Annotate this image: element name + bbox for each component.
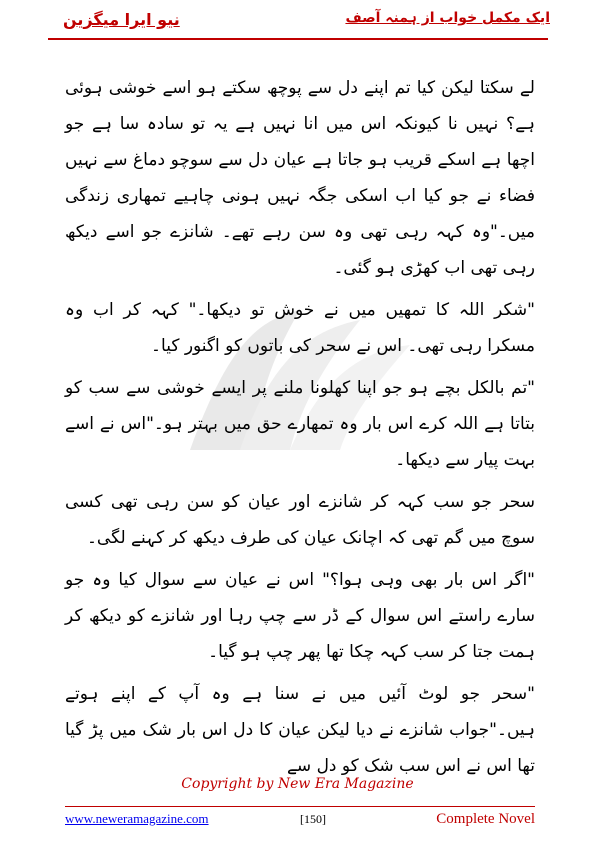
paragraph: "تم بالکل بچے ہو جو اپنا کھلونا ملنے پر ایسے خوشی سے سب کو بتاتا ہے اللہ کرے اس بار وہ تمھارے حق میں بہتر ہو۔"اس نے اسے بہت پیار سے دیکھا۔ (65, 378, 535, 470)
footer-label: Complete Novel (436, 811, 535, 827)
article-body (65, 70, 535, 776)
website-link[interactable]: www.neweramagazine.com (65, 811, 209, 826)
paragraph: "شکر اللہ کا تمھیں میں نے خوش تو دیکھا۔" کہہ کر اب وہ مسکرا رہی تھی۔ اس نے سحر کی باتوں کو اگنور کیا۔ (65, 300, 535, 356)
page-footer (65, 811, 535, 831)
magazine-name: نیو ایرا میگزین (63, 10, 180, 29)
paragraph: "سحر جو لوٹ آئیں میں نے سنا ہے وہ آپ کے اپنے ہوتے ہیں۔"جواب شانزے نے دیا لیکن عیان کا دل اس بار شک میں پڑ گیا تھا اس نے اس سب شک کو دل سے (65, 684, 535, 776)
paragraph: سحر جو سب کہہ کر شانزے اور عیان کو سن رہی تھی کسی سوچ میں گم تھی کہ اچانک عیان کی طرف دیکھ کر کہنے لگی۔ (65, 492, 535, 548)
header-divider (48, 38, 548, 40)
paragraph: لے سکتا لیکن کیا تم اپنے دل سے پوچھ سکتے ہو اسے خوشی ہوئی ہے؟ نہیں نا کیونکہ اس میں انا نہیں ہے یہ تو سادہ سا ہے جو اچھا ہے اسکے قریب ہو جاتا ہے عیان دل سے سوچو دماغ سے نہیں فضاء نے جو کیا اب اسکی جگہ نہیں ہونی چاہیے تمھاری زندگی میں۔"وہ کہہ رہی تھی وہ سن رہے تھے۔ شانزے جو اسے دیکھ رہی تھی اب کھڑی ہو گئی۔ (65, 78, 535, 278)
paragraph: "اگر اس بار بھی وہی ہوا؟" اس نے عیان سے سوال کیا وہ جو سارے راستے اس سوال کے ڈر سے چپ رہا اور شانزے کو دیکھ کر ہمت جتا کر سب کہہ چکا تھا پھر چپ ہو گیا۔ (65, 570, 535, 662)
footer-divider (65, 806, 535, 807)
page-header (0, 0, 595, 50)
novel-title: ایک مکمل خواب از ہمنہ آصف (345, 10, 550, 26)
page-number: [150] (300, 812, 326, 826)
copyright-notice: Copyright by New Era Magazine (181, 776, 414, 792)
